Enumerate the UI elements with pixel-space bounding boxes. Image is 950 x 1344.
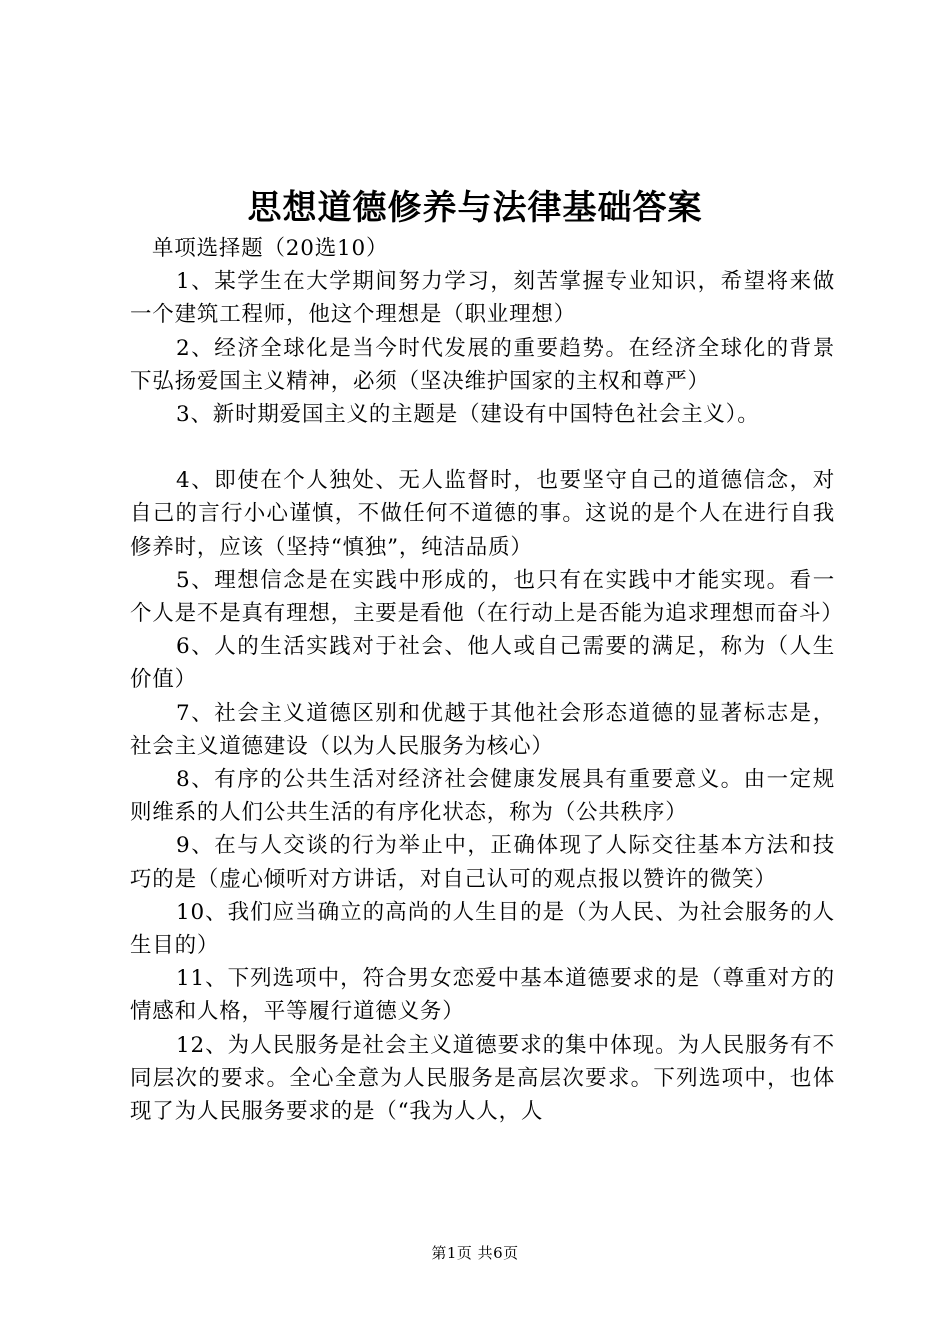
question-paragraph-5: 5、理想信念是在实践中形成的，也只有在实践中才能实现。看一个人是不是真有理想，主要是看他（在行动上是否能为追求理想而奋斗） bbox=[130, 567, 844, 627]
question-paragraph-4: 4、即使在个人独处、无人监督时，也要坚守自己的道德信念，对自己的言行小心谨慎，不做任何不道德的事。这说的是个人在进行自我修养时，应该（坚持“慎独”，纯洁品质） bbox=[130, 468, 835, 560]
question-paragraph-11: 11、下列选项中，符合男女恋爱中基本道德要求的是（尊重对方的情感和人格，平等履行道德义务） bbox=[130, 966, 835, 1025]
question-paragraph-8: 8、有序的公共生活对经济社会健康发展具有重要意义。由一定规则维系的人们公共生活的有序化状态，称为（公共秩序） bbox=[130, 767, 835, 826]
section-heading: 单项选择题（20选10） bbox=[152, 236, 389, 261]
question-paragraph-9: 9、在与人交谈的行为举止中，正确体现了人际交往基本方法和技巧的是（虚心倾听对方讲话，对自己认可的观点报以赞许的微笑） bbox=[130, 833, 835, 892]
question-paragraph-3: 3、新时期爱国主义的主题是（建设有中国特色社会主义）。 bbox=[176, 402, 760, 428]
document-title: 思想道德修养与法律基础答案 bbox=[247, 188, 703, 228]
question-paragraph-7: 7、社会主义道德区别和优越于其他社会形态道德的显著标志是，社会主义道德建设（以为人民服务为核心） bbox=[130, 700, 835, 759]
question-paragraph-10: 10、我们应当确立的高尚的人生目的是（为人民、为社会服务的人生目的） bbox=[130, 899, 835, 959]
document-body bbox=[130, 232, 844, 1128]
page-number-footer: 第1页 共6页 bbox=[431, 1244, 519, 1262]
question-paragraph-6: 6、人的生活实践对于社会、他人或自己需要的满足，称为（人生价值） bbox=[130, 634, 835, 693]
question-paragraph-1: 1、某学生在大学期间努力学习，刻苦掌握专业知识，希望将来做一个建筑工程师，他这个理想是（职业理想） bbox=[130, 269, 835, 328]
question-paragraph-12: 12、为人民服务是社会主义道德要求的集中体现。为人民服务有不同层次的要求。全心全意为人民服务是高层次要求。下列选项中，也体现了为人民服务要求的是（“我为人人，人 bbox=[130, 1032, 835, 1125]
question-paragraph-2: 2、经济全球化是当今时代发展的重要趋势。在经济全球化的背景下弘扬爱国主义精神，必须（坚决维护国家的主权和尊严） bbox=[130, 335, 835, 394]
